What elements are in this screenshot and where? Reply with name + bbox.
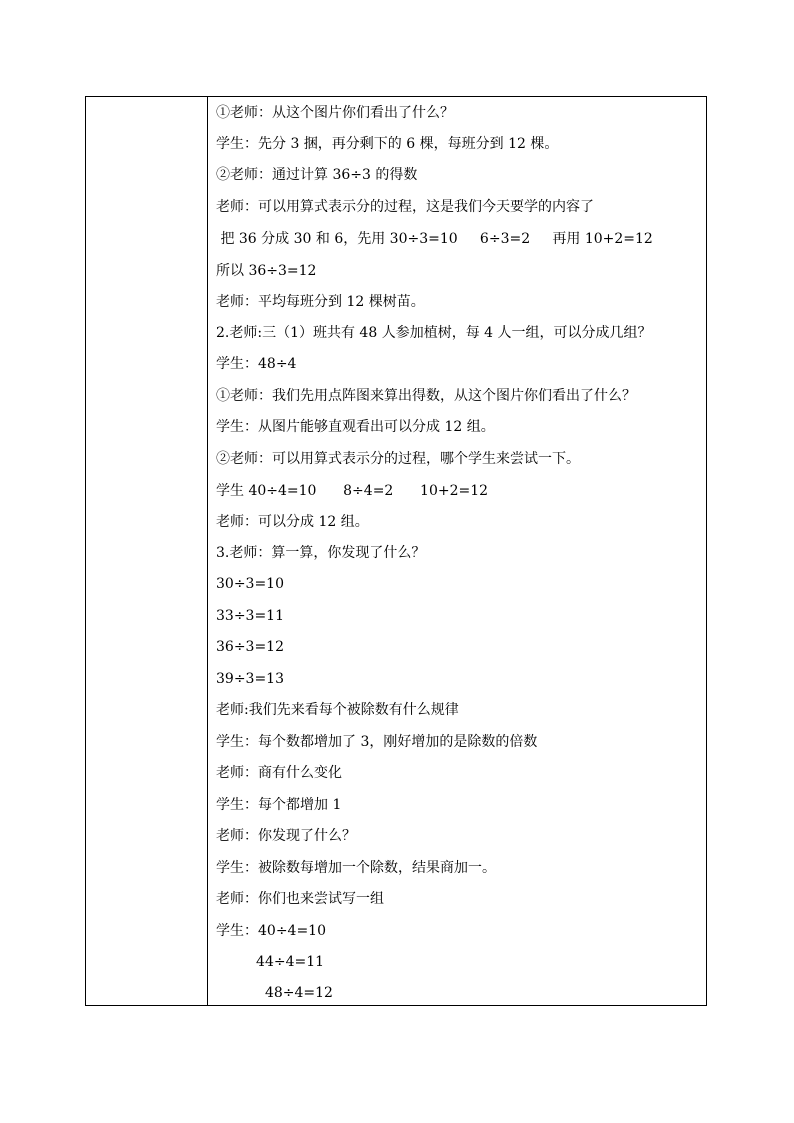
text-line: 老师：商有什么变化 (216, 765, 342, 781)
text-line: 2.老师:三（1）班共有 48 人参加植树，每 4 人一组，可以分成几组？ (216, 325, 652, 341)
text-line: 学生：每个都增加 1 (216, 797, 342, 813)
text-line: 48÷4=12 (216, 985, 333, 1001)
text-line: 老师:我们先来看每个被除数有什么规律 (216, 702, 459, 718)
text-line: ②老师：可以用算式表示分的过程，哪个学生来尝试一下。 (216, 451, 580, 467)
text-line: 学生：每个数都增加了 3，刚好增加的是除数的倍数 (216, 734, 538, 750)
text-line: 44÷4=11 (216, 954, 325, 970)
text-line: 所以 36÷3=12 (216, 263, 317, 279)
text-line: 学生：从图片能够直观看出可以分成 12 组。 (216, 419, 495, 435)
right-column-cell (208, 97, 706, 1005)
text-line: 老师：可以分成 12 组。 (216, 514, 369, 530)
text-line: 学生 40÷4=10 8÷4=2 10+2=12 (216, 483, 489, 499)
text-line: ①老师：我们先用点阵图来算出得数，从这个图片你们看出了什么？ (216, 388, 636, 404)
text-line: 学生：40÷4=10 (216, 923, 326, 939)
lesson-table (85, 96, 707, 1006)
text-line: 学生：先分 3 捆，再分剩下的 6 棵，每班分到 12 棵。 (216, 136, 559, 152)
text-line: 老师：你们也来尝试写一组 (216, 891, 384, 907)
text-line: 33÷3=11 (216, 608, 284, 624)
text-line: 30÷3=10 (216, 576, 284, 592)
text-line: ②老师：通过计算 36÷3 的得数 (216, 167, 418, 183)
left-column-cell (86, 97, 207, 1005)
text-line: 36÷3=12 (216, 639, 284, 655)
text-line: 老师：平均每班分到 12 棵树苗。 (216, 294, 425, 310)
text-line: 老师：可以用算式表示分的过程，这是我们今天要学的内容了 (216, 199, 594, 215)
text-line: 39÷3=13 (216, 671, 284, 687)
text-line: 老师：你发现了什么？ (216, 828, 356, 844)
text-line: 3.老师：算一算，你发现了什么？ (216, 545, 426, 561)
text-line: ①老师：从这个图片你们看出了什么？ (216, 105, 454, 121)
text-line: 学生：被除数每增加一个除数，结果商加一。 (216, 860, 496, 876)
text-line: 把 36 分成 30 和 6，先用 30÷3=10 6÷3=2 再用 10+2=12 (216, 231, 653, 247)
text-line: 学生：48÷4 (216, 356, 297, 372)
